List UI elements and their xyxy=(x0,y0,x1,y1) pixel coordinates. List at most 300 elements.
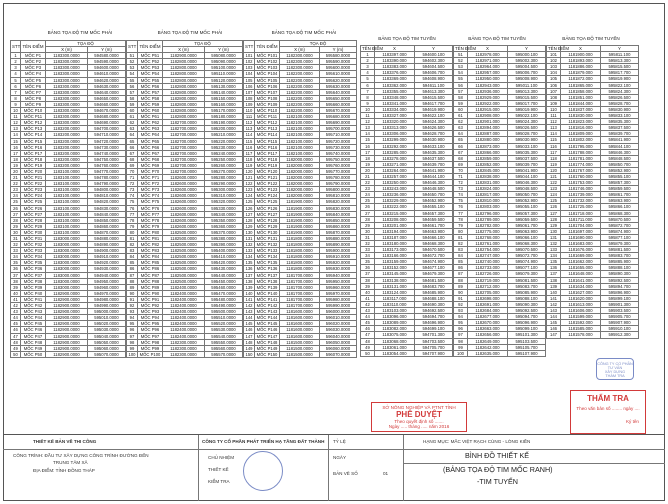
table-cell: 1183166.000 xyxy=(375,253,415,259)
company-stamp-line: XÂY DỰNG xyxy=(604,370,626,374)
table-cell: 135 xyxy=(547,259,561,265)
table-cell: 22 xyxy=(361,180,375,186)
table-cell: 1183397.000 xyxy=(375,52,415,58)
table-cell: 595841.900 xyxy=(601,137,639,143)
table-cell: 595039.700 xyxy=(508,161,546,167)
table-cell: 62 xyxy=(127,120,138,126)
table-cell: 595760.0000 xyxy=(320,162,357,168)
table-cell: 594646.300 xyxy=(415,180,453,186)
company-seal xyxy=(243,451,283,491)
table-cell: MỐC P84 xyxy=(138,254,163,260)
table-row xyxy=(127,187,243,193)
table-cell: MỐC P42 xyxy=(21,303,46,309)
table-cell: 595855.100 xyxy=(601,173,639,179)
table-row xyxy=(244,89,357,95)
table-row xyxy=(11,138,126,144)
table-cell: MỐC P140 xyxy=(255,290,280,296)
table-cell: 596020.0000 xyxy=(320,321,357,327)
table-cell: 1182900.0000 xyxy=(163,53,205,59)
table-cell: 129 xyxy=(547,222,561,228)
table-cell: MỐC P6 xyxy=(21,83,46,89)
table-cell: 1181697.000 xyxy=(561,228,601,234)
table-cell: 78 xyxy=(454,216,468,222)
approval-stamp xyxy=(371,402,467,432)
table-cell: 1183362.000 xyxy=(375,82,415,88)
table-cell: 595870.500 xyxy=(601,216,639,222)
table-cell: 1183285.000 xyxy=(375,149,415,155)
table-cell: 595883.700 xyxy=(601,253,639,259)
table-cell: 595055.100 xyxy=(508,204,546,210)
table-cell: 117 xyxy=(547,149,561,155)
table-row xyxy=(127,83,243,89)
table-cell: 1183082.000 xyxy=(375,326,415,332)
table-cell: MỐC P102 xyxy=(255,59,280,65)
table-cell: 91 xyxy=(454,295,468,301)
table-cell: 1183300.0000 xyxy=(46,89,88,95)
table-cell: 594930.0000 xyxy=(88,266,126,272)
table-cell: MỐC P117 xyxy=(255,150,280,156)
table-cell: 54 xyxy=(454,70,468,76)
approval-stamp-heading: PHÊ DUYỆT xyxy=(396,410,442,419)
table-cell: 595540.0000 xyxy=(205,333,243,339)
table-cell: 594590.0000 xyxy=(88,59,126,65)
table-cell: 1182800.0000 xyxy=(163,114,205,120)
stage-label: THIẾT KẾ BẢN VẼ THI CÔNG xyxy=(33,439,97,444)
table-cell: 1183100.0000 xyxy=(46,199,88,205)
col-toado: TỌA ĐỘ xyxy=(46,41,126,47)
table-cell: 140 xyxy=(245,290,253,296)
table-cell: 104 xyxy=(547,70,561,76)
table-row xyxy=(127,333,243,339)
table-cell: MỐC P26 xyxy=(21,205,46,211)
table-cell: 72 xyxy=(454,180,468,186)
table-cell: 15 xyxy=(11,138,21,144)
table-cell: MỐC P122 xyxy=(255,181,280,187)
table-cell: 107 xyxy=(245,89,253,95)
table-cell: 596050.0000 xyxy=(320,339,357,345)
table-cell: 1183100.0000 xyxy=(46,187,88,193)
table-cell: 1183200.0000 xyxy=(46,126,88,132)
table-cell: 1182500.0000 xyxy=(163,236,205,242)
table-cell: 594683.700 xyxy=(415,283,453,289)
table-cell: 595330.0000 xyxy=(205,205,243,211)
table-row xyxy=(244,126,357,132)
table-cell: 1182200.0000 xyxy=(280,71,320,77)
table-cell: 594910.0000 xyxy=(88,254,126,260)
table-cell: 96 xyxy=(454,326,468,332)
table-cell: 1 xyxy=(11,53,21,59)
table-cell: 41 xyxy=(361,295,375,301)
table-cell: 27 xyxy=(361,210,375,216)
table-cell: 37 xyxy=(361,271,375,277)
table-cell: MỐC P137 xyxy=(255,272,280,278)
table-row xyxy=(11,333,126,339)
table-cell: 1182600.0000 xyxy=(163,223,205,229)
table-cell: MỐC P87 xyxy=(138,272,163,278)
table-cell: 61 xyxy=(454,113,468,119)
table-cell: 594630.900 xyxy=(415,137,453,143)
table-cell: 595077.100 xyxy=(508,265,546,271)
table-cell: 58 xyxy=(127,95,138,101)
table-cell: 29 xyxy=(11,223,21,229)
table-cell: 1182684.000 xyxy=(468,308,508,314)
table-cell: 594770.0000 xyxy=(88,168,126,174)
table-cell: MỐC P36 xyxy=(21,266,46,272)
sheet-label: BẢN VẼ SỐ xyxy=(333,471,358,476)
table-row xyxy=(244,315,357,321)
table-cell: MỐC P63 xyxy=(138,126,163,132)
table-cell: 595270.0000 xyxy=(205,168,243,174)
table-row xyxy=(244,327,357,333)
table-cell: 594692.500 xyxy=(415,308,453,314)
table-cell: 594670.0000 xyxy=(88,108,126,114)
table-cell: 124 xyxy=(547,192,561,198)
table-cell: 595280.0000 xyxy=(205,175,243,181)
table-cell: 595460.0000 xyxy=(205,284,243,290)
table-cell: 1182800.0000 xyxy=(163,108,205,114)
table-cell: 595660.0000 xyxy=(320,101,357,107)
table-cell: 1181823.000 xyxy=(561,119,601,125)
tt-title-3: BẢNG TỌA ĐỘ TIM TUYẾN xyxy=(562,36,620,41)
table-cell: 1181641.000 xyxy=(561,277,601,283)
table-cell: 1182768.000 xyxy=(468,234,508,240)
table-cell: MỐC P127 xyxy=(255,211,280,217)
table-cell: 1182900.0000 xyxy=(46,309,88,315)
table-cell: 136 xyxy=(547,265,561,271)
table-row xyxy=(11,77,126,83)
table-cell: 34 xyxy=(11,254,21,260)
table-cell: MỐC P44 xyxy=(21,315,46,321)
table-cell: 1182800.0000 xyxy=(163,71,205,77)
table-cell: 595080.0000 xyxy=(205,53,243,59)
table-cell: 594657.300 xyxy=(415,210,453,216)
table-row xyxy=(244,290,357,296)
table-cell: 64 xyxy=(127,132,138,138)
table-cell: MỐC P37 xyxy=(21,272,46,278)
table-cell: MỐC P29 xyxy=(21,223,46,229)
table-cell: 1182700.0000 xyxy=(163,150,205,156)
table-cell: 1182300.0000 xyxy=(163,339,205,345)
col-stt: STT xyxy=(11,41,21,53)
table-cell: 110 xyxy=(244,108,255,114)
table-cell: MỐC P82 xyxy=(138,242,163,248)
table-cell: 595901.300 xyxy=(601,301,639,307)
table-row xyxy=(11,272,126,278)
table-cell: 1182900.0000 xyxy=(46,327,88,333)
table-cell: 595830.900 xyxy=(601,106,639,112)
table-cell: 1182100.0000 xyxy=(280,150,320,156)
table-cell: 594710.0000 xyxy=(88,132,126,138)
table-cell: 31 xyxy=(11,236,21,242)
approval-stamp-line: Theo quyết định số ....... xyxy=(394,419,444,424)
table-cell: 1183117.000 xyxy=(375,295,415,301)
table-cell: MỐC P4 xyxy=(21,71,46,77)
table-cell: MỐC P11 xyxy=(21,114,46,120)
table-cell: 87 xyxy=(127,272,138,278)
table-cell: 594637.500 xyxy=(415,155,453,161)
table-row xyxy=(11,175,126,181)
table-cell: 594610.0000 xyxy=(88,71,126,77)
table-row xyxy=(127,309,243,315)
table-cell: 595050.700 xyxy=(508,192,546,198)
table-cell: 90 xyxy=(454,289,468,295)
table-row xyxy=(127,59,243,65)
table-cell: 132 xyxy=(547,241,561,247)
table-cell: 1183068.000 xyxy=(375,338,415,344)
table-row xyxy=(127,327,243,333)
table-cell: 36 xyxy=(361,265,375,271)
table-cell: 595120.0000 xyxy=(205,77,243,83)
table-cell: 1182971.000 xyxy=(468,58,508,64)
table-cell: 595044.100 xyxy=(508,173,546,179)
table-cell: 1181900.0000 xyxy=(280,211,320,217)
table-cell: MỐC P74 xyxy=(138,193,163,199)
table-cell: 122 xyxy=(245,181,253,187)
table-cell: 595400.0000 xyxy=(205,248,243,254)
table-cell: 595160.0000 xyxy=(205,101,243,107)
table-cell: 55 xyxy=(127,77,138,83)
table-cell: 1183300.0000 xyxy=(46,95,88,101)
table-cell: 1181620.000 xyxy=(561,295,601,301)
approval-stamp-line: SỞ NÔNG NGHIỆP VÀ PTNT TỈNH xyxy=(382,405,456,410)
table-cell: 111 xyxy=(547,113,561,119)
table-cell: 84 xyxy=(454,253,468,259)
table-cell: 1183124.000 xyxy=(375,289,415,295)
table-cell: 36 xyxy=(11,266,21,272)
table-cell: 594661.700 xyxy=(415,222,453,228)
table-cell: 1182800.0000 xyxy=(163,65,205,71)
table-cell: MỐC P88 xyxy=(138,278,163,284)
table-cell: 32 xyxy=(361,241,375,247)
table-cell: MỐC P77 xyxy=(138,211,163,217)
table-cell: MỐC P107 xyxy=(255,89,280,95)
table-cell: 79 xyxy=(454,222,468,228)
table-cell: 595835.300 xyxy=(601,119,639,125)
table-cell: 112 xyxy=(244,120,255,126)
table-cell: 53 xyxy=(127,65,138,71)
table-cell: 595079.300 xyxy=(508,271,546,277)
table-cell: 69 xyxy=(454,161,468,167)
table-cell: MỐC P110 xyxy=(255,108,280,114)
table-cell: 595866.100 xyxy=(601,204,639,210)
table-cell: 595510.0000 xyxy=(205,315,243,321)
table-row xyxy=(127,339,243,345)
table-cell: 1183145.000 xyxy=(375,271,415,277)
table-cell: 6 xyxy=(11,83,21,89)
table-cell: 1182600.0000 xyxy=(163,205,205,211)
table-cell: 1182500.0000 xyxy=(163,266,205,272)
col-diem: TÊN ĐIỂM xyxy=(255,41,280,53)
table-cell: MỐC P32 xyxy=(21,242,46,248)
table-cell: 1183300.0000 xyxy=(46,71,88,77)
table-cell: 1183264.000 xyxy=(375,167,415,173)
table-cell: 1182700.0000 xyxy=(163,168,205,174)
table-cell: MỐC P31 xyxy=(21,236,46,242)
table-cell: 594685.900 xyxy=(415,289,453,295)
table-cell: 595041.900 xyxy=(508,167,546,173)
table-cell: 595880.0000 xyxy=(320,236,357,242)
table-cell: MỐC P150 xyxy=(255,351,280,357)
table-cell: 105 xyxy=(547,76,561,82)
table-cell: MỐC P92 xyxy=(138,303,163,309)
table-cell: 38 xyxy=(11,278,21,284)
table-cell: 1183300.0000 xyxy=(46,83,88,89)
table-cell: 594600.100 xyxy=(415,52,453,58)
table-row xyxy=(244,296,357,302)
table-cell: MỐC P125 xyxy=(255,199,280,205)
table-cell: 594690.300 xyxy=(415,301,453,307)
table-row xyxy=(244,309,357,315)
table-cell: 595220.0000 xyxy=(205,138,243,144)
table-cell: 5 xyxy=(361,76,375,82)
table-cell: 59 xyxy=(127,101,138,107)
table-cell: 1182831.000 xyxy=(468,180,508,186)
table-cell: 1181900.0000 xyxy=(280,199,320,205)
table-cell: 594641.900 xyxy=(415,167,453,173)
table-cell: MỐC P54 xyxy=(138,71,163,77)
table-cell: 595030.900 xyxy=(508,137,546,143)
table-cell: 1182908.000 xyxy=(468,113,508,119)
table-cell: 594880.0000 xyxy=(88,236,126,242)
table-row xyxy=(127,351,243,357)
table-cell: 1183257.000 xyxy=(375,173,415,179)
table-cell: 128 xyxy=(547,216,561,222)
table-cell: 1183061.000 xyxy=(375,344,415,350)
table-cell: 1182000.0000 xyxy=(280,187,320,193)
table-cell: 19 xyxy=(11,162,21,168)
table-row xyxy=(11,120,126,126)
table-cell: MỐC P120 xyxy=(255,168,280,174)
table-cell: 595103.500 xyxy=(508,338,546,344)
table-cell: 595046.300 xyxy=(508,180,546,186)
table-cell: MỐC P124 xyxy=(255,193,280,199)
table-row xyxy=(11,162,126,168)
table-cell: 65 xyxy=(127,138,138,144)
table-cell: 1181781.000 xyxy=(561,155,601,161)
table-cell: 594619.900 xyxy=(415,106,453,112)
table-cell: MỐC P21 xyxy=(21,175,46,181)
table-cell: 594668.300 xyxy=(415,241,453,247)
table-cell: MỐC P116 xyxy=(255,144,280,150)
table-cell: 1181669.000 xyxy=(561,253,601,259)
table-cell: 595822.100 xyxy=(601,82,639,88)
table-cell: 595610.0000 xyxy=(320,71,357,77)
table-cell: MỐC P5 xyxy=(21,77,46,83)
table-cell: 45 xyxy=(11,321,21,327)
table-row xyxy=(244,175,357,181)
table-cell: 1183000.0000 xyxy=(46,278,88,284)
table-cell: 595004.500 xyxy=(508,64,546,70)
table-cell: 594690.0000 xyxy=(88,120,126,126)
table-cell: 595720.0000 xyxy=(320,138,357,144)
table-cell: 1182300.0000 xyxy=(163,351,205,357)
review-stamp-line: Ký tên xyxy=(625,419,639,424)
table-cell: 595500.0000 xyxy=(205,309,243,315)
table-cell: 595099.100 xyxy=(508,326,546,332)
table-cell: 100 xyxy=(454,350,468,356)
table-cell: 594604.500 xyxy=(415,64,453,70)
table-row xyxy=(244,199,357,205)
table-cell: 71 xyxy=(127,175,138,181)
table-row xyxy=(127,150,243,156)
table-row xyxy=(244,132,357,138)
location-label: ĐỊA ĐIỂM: TỈNH ĐỒNG THÁP xyxy=(33,468,95,473)
table-row xyxy=(11,321,126,327)
table-cell: 595960.0000 xyxy=(320,284,357,290)
table-cell: 594620.0000 xyxy=(88,77,126,83)
table-cell: 1181872.000 xyxy=(561,76,601,82)
table-row xyxy=(244,114,357,120)
table-cell: MỐC P52 xyxy=(138,59,163,65)
table-cell: MỐC P136 xyxy=(255,266,280,272)
table-cell: 6 xyxy=(361,82,375,88)
table-cell: 1182915.000 xyxy=(468,106,508,112)
table-cell: 595024.300 xyxy=(508,119,546,125)
table-cell: 594840.0000 xyxy=(88,211,126,217)
table-cell: 126 xyxy=(245,205,253,211)
table-cell: 145 xyxy=(245,321,253,327)
table-cell: 131 xyxy=(547,234,561,240)
table-cell: 595730.0000 xyxy=(320,144,357,150)
table-cell: 63 xyxy=(127,126,138,132)
table-cell: 594760.0000 xyxy=(88,162,126,168)
table-cell: 595815.500 xyxy=(601,64,639,70)
col-stt: STT xyxy=(244,41,255,53)
table-row xyxy=(127,95,243,101)
table-cell: 1182400.0000 xyxy=(163,290,205,296)
table-cell: 595070.0000 xyxy=(88,351,126,357)
table-cell: 596010.0000 xyxy=(320,315,357,321)
table-cell: 37 xyxy=(11,272,21,278)
table-row xyxy=(127,156,243,162)
table-cell: 1182817.000 xyxy=(468,192,508,198)
table-cell: 25 xyxy=(11,199,21,205)
table-row xyxy=(127,236,243,242)
table-cell: 595094.700 xyxy=(508,314,546,320)
table-row xyxy=(244,211,357,217)
table-cell: MỐC P64 xyxy=(138,132,163,138)
table-cell: 1181753.000 xyxy=(561,180,601,186)
table-cell: 93 xyxy=(454,308,468,314)
table-row xyxy=(244,59,357,65)
table-cell: 66 xyxy=(127,144,138,150)
table-cell: 46 xyxy=(361,326,375,332)
table-cell: MỐC P17 xyxy=(21,150,46,156)
table-cell: 13 xyxy=(11,126,21,132)
table-row xyxy=(244,95,357,101)
table-cell: MỐC P69 xyxy=(138,162,163,168)
table-cell: 80 xyxy=(127,229,138,235)
table-cell: 92 xyxy=(454,301,468,307)
table-row xyxy=(244,187,357,193)
table-cell: 147 xyxy=(547,332,561,338)
table-cell: 595440.0000 xyxy=(205,272,243,278)
table-cell: 1183313.000 xyxy=(375,125,415,131)
table-row xyxy=(127,303,243,309)
table-cell: 594606.700 xyxy=(415,70,453,76)
table-cell: 1183200.0000 xyxy=(46,156,88,162)
table-cell: 67 xyxy=(454,149,468,155)
table-cell: 1182200.0000 xyxy=(280,83,320,89)
table-cell: MỐC P45 xyxy=(21,321,46,327)
tt-title-2: BẢNG TỌA ĐỘ TIM TUYẾN xyxy=(468,36,526,41)
table-cell: 595060.0000 xyxy=(88,345,126,351)
table-cell: 1183200.0000 xyxy=(46,138,88,144)
table-cell: 594720.0000 xyxy=(88,138,126,144)
table-cell: 595580.0000 xyxy=(320,53,357,59)
table-cell: 595868.300 xyxy=(601,210,639,216)
table-cell: MỐC P99 xyxy=(138,345,163,351)
